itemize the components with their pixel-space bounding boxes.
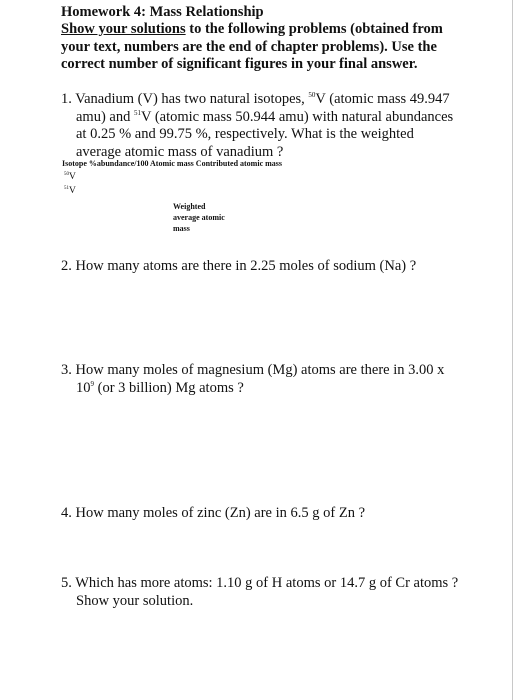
instructions-emphasis: Show your solutions [61, 21, 186, 37]
question-1-body [61, 91, 456, 161]
question-5-number: 5. [61, 575, 72, 591]
exponent-superscript: 9 [90, 379, 94, 388]
weighted-label-line-2: average atomic [173, 213, 225, 222]
question-1-number: 1. [61, 91, 72, 107]
isotope-50-superscript: 50 [308, 91, 316, 99]
instructions-text: to the following problems (obtained from your text, numbers are the end of chapter problems). Use the correct number of significant figures in your final answer. [61, 21, 443, 73]
question-3 [61, 362, 461, 397]
question-3-body [61, 362, 461, 397]
question-1-text-c: V (atomic mass 50.944 amu) with natural abundances at 0.25 % and 99.75 %, respectively. What is the weighted average atomic mass of vanadium ? [76, 108, 454, 160]
weighted-average-label [173, 201, 253, 234]
question-1-text-b: V (atomic mass 49.947 amu) and [76, 91, 450, 125]
isotope-row-51-mass: 51 [64, 186, 69, 191]
weighted-label-line-1: Weighted [173, 202, 206, 211]
question-1 [61, 91, 456, 161]
question-4-number: 4. [61, 505, 72, 521]
question-5-text: Which has more atoms: 1.10 g of H atoms or 14.7 g of Cr atoms ? Show your solution. [75, 575, 459, 609]
question-5 [61, 575, 461, 610]
isotope-row-50-symbol: V [69, 172, 76, 182]
isotope-51-superscript: 51 [133, 108, 141, 117]
isotope-table-header: Isotope %abundance/100 Atomic mass Contributed atomic mass [62, 159, 283, 168]
question-2-text: How many atoms are there in 2.25 moles of sodium (Na) ? [75, 258, 417, 274]
question-1-text-a: Vanadium (V) has two natural isotopes, [75, 91, 309, 107]
question-2-number: 2. [61, 258, 72, 274]
question-3-text-a: How many moles of magnesium (Mg) atoms are there in 3.00 x 10 [75, 362, 445, 396]
question-4 [61, 505, 481, 523]
question-3-number: 3. [61, 362, 72, 378]
page-edge-divider [512, 0, 513, 700]
question-3-text-b: (or 3 billion) Mg atoms ? [94, 379, 244, 396]
isotope-row-50-mass: 50 [64, 172, 69, 177]
page-title: Homework 4: Mass Relationship [61, 4, 264, 20]
isotope-row-51 [64, 186, 76, 196]
instructions [61, 21, 461, 74]
question-2 [61, 258, 481, 276]
weighted-label-line-3: mass [173, 224, 190, 233]
question-5-body [61, 575, 461, 610]
isotope-row-51-symbol: V [69, 186, 76, 196]
isotope-row-50 [64, 172, 76, 182]
question-4-text: How many moles of zinc (Zn) are in 6.5 g of Zn ? [75, 505, 366, 521]
